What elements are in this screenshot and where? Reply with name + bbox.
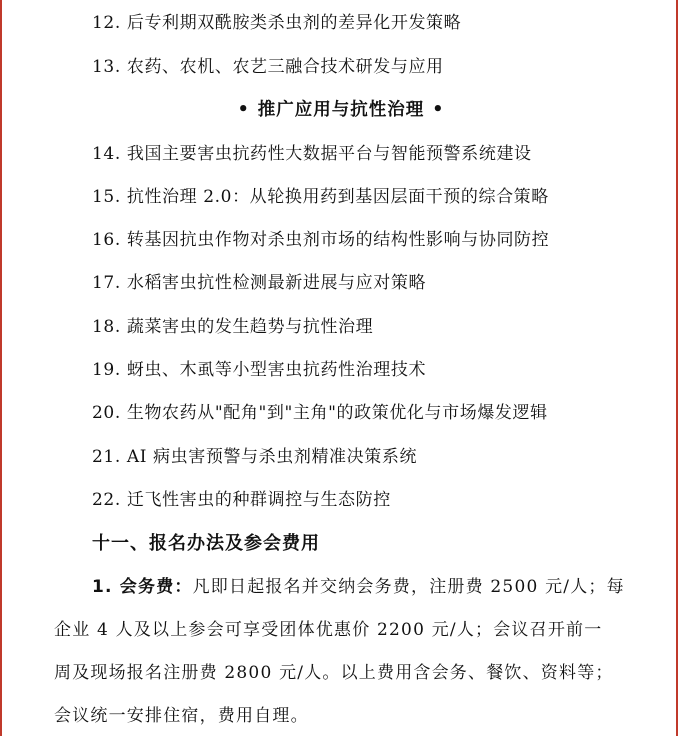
item-number: 13. bbox=[92, 57, 121, 77]
fee-paragraph-line: 周及现场报名注册费 2800 元/人。以上费用含会务、餐饮、资料等； bbox=[54, 663, 614, 683]
item-text: 水稻害虫抗性检测最新进展与应对策略 bbox=[126, 273, 427, 293]
item-text: 迁飞性害虫的种群调控与生态防控 bbox=[126, 490, 391, 510]
fee-label: 1. 会务费： bbox=[92, 577, 193, 597]
list-item bbox=[92, 143, 532, 165]
list-item bbox=[92, 489, 391, 511]
item-number: 22. bbox=[92, 490, 121, 510]
list-item bbox=[92, 272, 426, 294]
item-text: 抗性治理 2.0：从轮换用药到基因层面干预的综合策略 bbox=[126, 187, 549, 207]
list-item bbox=[92, 229, 549, 251]
list-item bbox=[92, 12, 461, 34]
list-item bbox=[92, 56, 444, 78]
item-text: 生物农药从"配角"到"主角"的政策优化与市场爆发逻辑 bbox=[126, 403, 548, 423]
section-title-text: 推广应用与抗性治理 bbox=[257, 100, 425, 120]
item-text: 蚜虫、木虱等小型害虫抗药性治理技术 bbox=[126, 360, 427, 380]
list-item bbox=[92, 186, 549, 208]
list-item bbox=[92, 316, 373, 338]
item-number: 17. bbox=[92, 273, 121, 293]
item-text: 农药、农机、农艺三融合技术研发与应用 bbox=[126, 57, 444, 77]
bullet-icon: • bbox=[237, 100, 250, 120]
item-number: 16. bbox=[92, 230, 121, 250]
item-text: 转基因抗虫作物对杀虫剂市场的结构性影响与协同防控 bbox=[126, 230, 550, 250]
fee-paragraph-line: 企业 4 人及以上参会可享受团体优惠价 2200 元/人；会议召开前一 bbox=[54, 620, 603, 640]
fee-text: 凡即日起报名并交纳会务费，注册费 2500 元/人；每 bbox=[192, 577, 625, 597]
list-item bbox=[92, 359, 426, 381]
item-number: 18. bbox=[92, 317, 121, 337]
bullet-icon: • bbox=[432, 100, 445, 120]
item-text: 我国主要害虫抗药性大数据平台与智能预警系统建设 bbox=[126, 144, 532, 164]
list-item bbox=[92, 446, 417, 468]
fee-paragraph-line: 会议统一安排住宿，费用自理。 bbox=[54, 706, 309, 726]
item-number: 15. bbox=[92, 187, 121, 207]
item-text: 后专利期双酰胺类杀虫剂的差异化开发策略 bbox=[126, 13, 462, 33]
item-text: AI 病虫害预警与杀虫剂精准决策系统 bbox=[126, 447, 418, 467]
item-number: 14. bbox=[92, 144, 121, 164]
fee-paragraph-line bbox=[92, 576, 625, 598]
item-number: 21. bbox=[92, 447, 121, 467]
item-number: 20. bbox=[92, 403, 121, 423]
section-title bbox=[2, 99, 678, 121]
item-text: 蔬菜害虫的发生趋势与抗性治理 bbox=[126, 317, 374, 337]
item-number: 12. bbox=[92, 13, 121, 33]
section-heading: 十一、报名办法及参会费用 bbox=[92, 533, 320, 554]
list-item bbox=[92, 402, 548, 424]
item-number: 19. bbox=[92, 360, 121, 380]
